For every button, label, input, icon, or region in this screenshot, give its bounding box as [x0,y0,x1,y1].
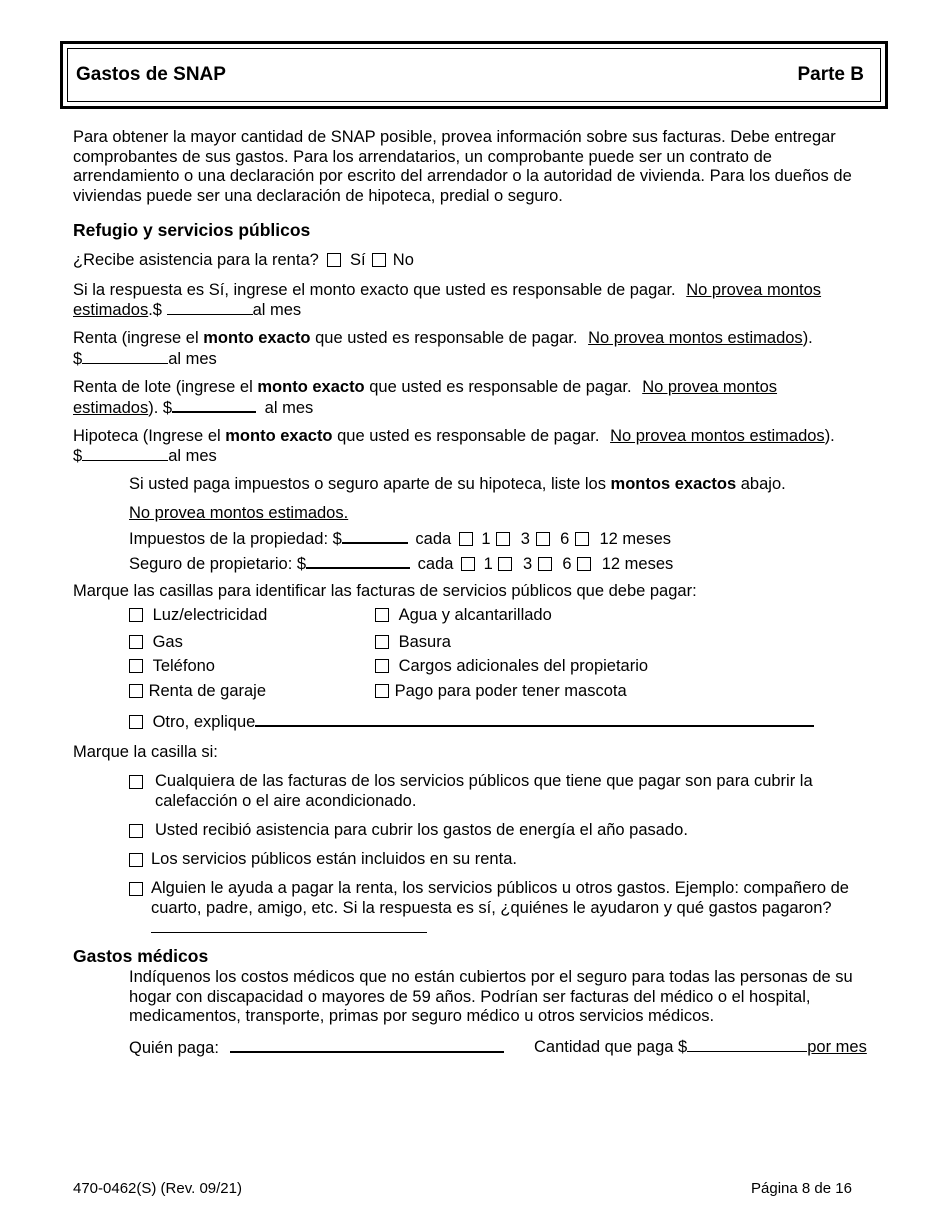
if-yes-text: Si la respuesta es Sí, ingrese el monto exacto que usted es responsable de pagar. [73,281,676,299]
one-month-label: 1 [483,555,493,573]
six-months-label: 6 [560,530,570,548]
exact-amount-text: monto exacto [225,427,333,445]
who-pays-field[interactable] [230,1037,504,1053]
part-label: Parte B [797,64,864,85]
form-id: 470-0462(S) (Rev. 09/21) [73,1180,242,1197]
tax-note-bold: montos exactos [610,475,737,493]
three-months-label: 3 [522,555,533,573]
no-estimates-text: No provea montos [686,281,822,299]
mortgage-line2 [73,446,217,467]
one-month-label: 1 [481,530,491,548]
help-paying-text [151,879,861,939]
shelter-heading: Refugio y servicios públicos [73,220,311,240]
utility-trash [375,633,451,653]
if-yes-line2: estimados.$ al mes [73,301,302,319]
rent-line1: Renta (ingrese el monto exacto que usted es responsable de pagar. No provea montos estimados). [73,329,813,347]
property-tax-1-checkbox[interactable] [459,532,473,546]
no-estimates-text: estimados [73,399,149,417]
who-pays-label: Quién paga: [129,1039,219,1057]
mortgage-amount-field[interactable] [82,446,168,461]
help-paying-label: Alguien le ayuda a pagar la renta, los servicios públicos u otros gastos. Ejemplo: compañero de cuarto, padre, amigo, etc. Si la respuesta es sí, ¿quiénes le ayudaron y qué gastos pagaron? [151,879,849,917]
gas-label: Gas [152,633,183,651]
insurance-12-checkbox[interactable] [577,557,591,571]
energy-assistance-checkbox[interactable] [129,824,143,838]
home-insurance-label: Seguro de propietario: $ [129,555,307,573]
resp-pay-text: que usted es responsable de pagar. [310,329,578,347]
twelve-months-label: 12 meses [601,555,674,573]
utility-landlord-fees [375,657,648,677]
rent-assist-question: ¿Recibe asistencia para la renta? [73,251,319,269]
every-label: cada [415,530,452,548]
rent-assist-row [73,251,414,271]
phone-checkbox[interactable] [129,659,143,673]
rent-assist-yes-checkbox[interactable] [327,253,341,267]
amount-paid-field[interactable] [687,1037,807,1052]
energy-assistance-text: Usted recibió asistencia para cubrir los gastos de energía el año pasado. [155,821,688,839]
pet-label: Pago para poder tener mascota [394,682,627,700]
insurance-1-checkbox[interactable] [461,557,475,571]
water-checkbox[interactable] [375,608,389,622]
tax-note-text: Si usted paga impuestos o seguro aparte de su hipoteca, liste los [129,475,611,493]
header-inner-frame [67,48,881,102]
property-tax-row [129,528,671,550]
home-insurance-amount-field[interactable] [306,553,410,569]
no-estimates-text: No provea montos estimados [610,427,825,445]
utilities-included-text: Los servicios públicos están incluidos en su renta. [151,850,517,868]
mortgage-line1: Hipoteca (Ingrese el monto exacto que usted es responsable de pagar. No provea montos estimados). [73,427,835,445]
exact-amount-text: monto exacto [257,378,365,396]
pet-checkbox[interactable] [375,684,389,698]
amount-paid-label: Cantidad que paga $ [534,1038,688,1056]
exact-amount-text: monto exacto [203,329,311,347]
no-estimates-text: estimados [73,301,149,319]
tax-note [129,475,786,495]
six-months-label: 6 [562,555,572,573]
property-tax-6-checkbox[interactable] [536,532,550,546]
page-number: Página 8 de 16 [751,1180,852,1197]
other-label: Otro, explique [152,713,256,731]
resp-pay-text: que usted es responsable de pagar. [364,378,632,396]
heating-cooling-text: Cualquiera de las facturas de los servicios públicos que tiene que pagar son para cubrir la calefacción o el aire acondicionado. [155,772,813,810]
electric-checkbox[interactable] [129,608,143,622]
garage-label: Renta de garaje [148,682,267,700]
property-tax-3-checkbox[interactable] [496,532,510,546]
home-insurance-row [129,553,673,575]
trash-label: Basura [398,633,451,651]
rent-assist-no-checkbox[interactable] [372,253,386,267]
lot-rent-line2: estimados). $ al mes [73,399,314,417]
utility-gas [129,633,183,653]
landlord-fees-label: Cargos adicionales del propietario [398,657,649,675]
trash-checkbox[interactable] [375,635,389,649]
landlord-fees-checkbox[interactable] [375,659,389,673]
property-tax-amount-field[interactable] [342,528,408,544]
yes-label: Sí [350,251,366,269]
utility-phone [129,657,215,677]
insurance-3-checkbox[interactable] [498,557,512,571]
rent-line2 [73,349,217,370]
no-estimates-note: No provea montos estimados. [129,504,349,522]
who-pays-row [129,1037,504,1059]
amount-paid-row [534,1037,867,1058]
utilities-prompt: Marque las casillas para identificar las facturas de servicios públicos que debe pagar: [73,582,697,600]
lot-rent-line1 [73,378,777,398]
phone-label: Teléfono [152,657,215,675]
header-box [60,41,888,109]
insurance-6-checkbox[interactable] [538,557,552,571]
water-label: Agua y alcantarillado [398,606,552,624]
utility-water [375,606,552,626]
if-yes-line1 [73,281,821,301]
utility-garage [129,682,266,702]
per-month-label: al mes [168,447,217,465]
twelve-months-label: 12 meses [599,530,672,548]
heating-cooling-checkbox[interactable] [129,775,143,789]
property-tax-label: Impuestos de la propiedad: $ [129,530,342,548]
per-month-label: al mes [252,301,302,319]
electric-label: Luz/electricidad [152,606,268,624]
every-label: cada [417,555,454,573]
no-estimates-text: No provea montos [642,378,778,396]
per-month-label: al mes [168,350,217,368]
no-estimates-text: No provea montos estimados [588,329,803,347]
dollar-sign: $ [73,350,83,368]
utility-electric [129,606,267,626]
garage-checkbox[interactable] [129,684,143,698]
mortgage-label: Hipoteca (Ingrese el [73,427,226,445]
rent-label: Renta (ingrese el [73,329,204,347]
dollar-sign: $ [162,399,173,417]
no-label: No [392,251,414,269]
property-tax-12-checkbox[interactable] [575,532,589,546]
medical-text: Indíquenos los costos médicos que no están cubiertos por el seguro para todas las personas de su hogar con discapacidad o mayores de 59 años. Podrían ser facturas del médico o el hospital, medicamentos, transporte, primas por seguro médico u otros servicios médicos. [129,968,853,1025]
utility-pet [375,682,627,702]
three-months-label: 3 [520,530,530,548]
help-paying-field[interactable] [151,918,427,933]
dollar-sign: $ [152,301,162,319]
lot-rent-label: Renta de lote (ingrese el [73,378,258,396]
lot-rent-amount-field[interactable] [172,397,256,413]
per-month-medical-label: por mes [807,1038,867,1056]
other-checkbox[interactable] [129,715,143,729]
utilities-included-checkbox[interactable] [129,853,143,867]
rent-assist-amount-field[interactable] [167,300,253,315]
help-paying-checkbox[interactable] [129,882,143,896]
utility-other [129,711,814,733]
tax-note-end: abajo. [736,475,786,493]
dollar-sign: $ [73,447,83,465]
gas-checkbox[interactable] [129,635,143,649]
other-explain-field[interactable] [255,711,814,727]
check-if-prompt: Marque la casilla si: [73,743,218,761]
medical-heading: Gastos médicos [73,946,209,966]
intro-paragraph: Para obtener la mayor cantidad de SNAP posible, provea información sobre sus facturas. Debe entregar comprobantes de sus gastos. Para los arrendatarios, un comprobante puede ser un contrato de arrendamiento o una declaración por escrito del arrendador o la autoridad de vivienda. Para los dueños de viviendas puede ser una declaración de hipoteca, predial o seguro. [73,128,852,205]
per-month-label: al mes [264,399,314,417]
resp-pay-text: que usted es responsable de pagar. [332,427,600,445]
page-title: Gastos de SNAP [76,64,226,85]
rent-amount-field[interactable] [82,349,168,364]
